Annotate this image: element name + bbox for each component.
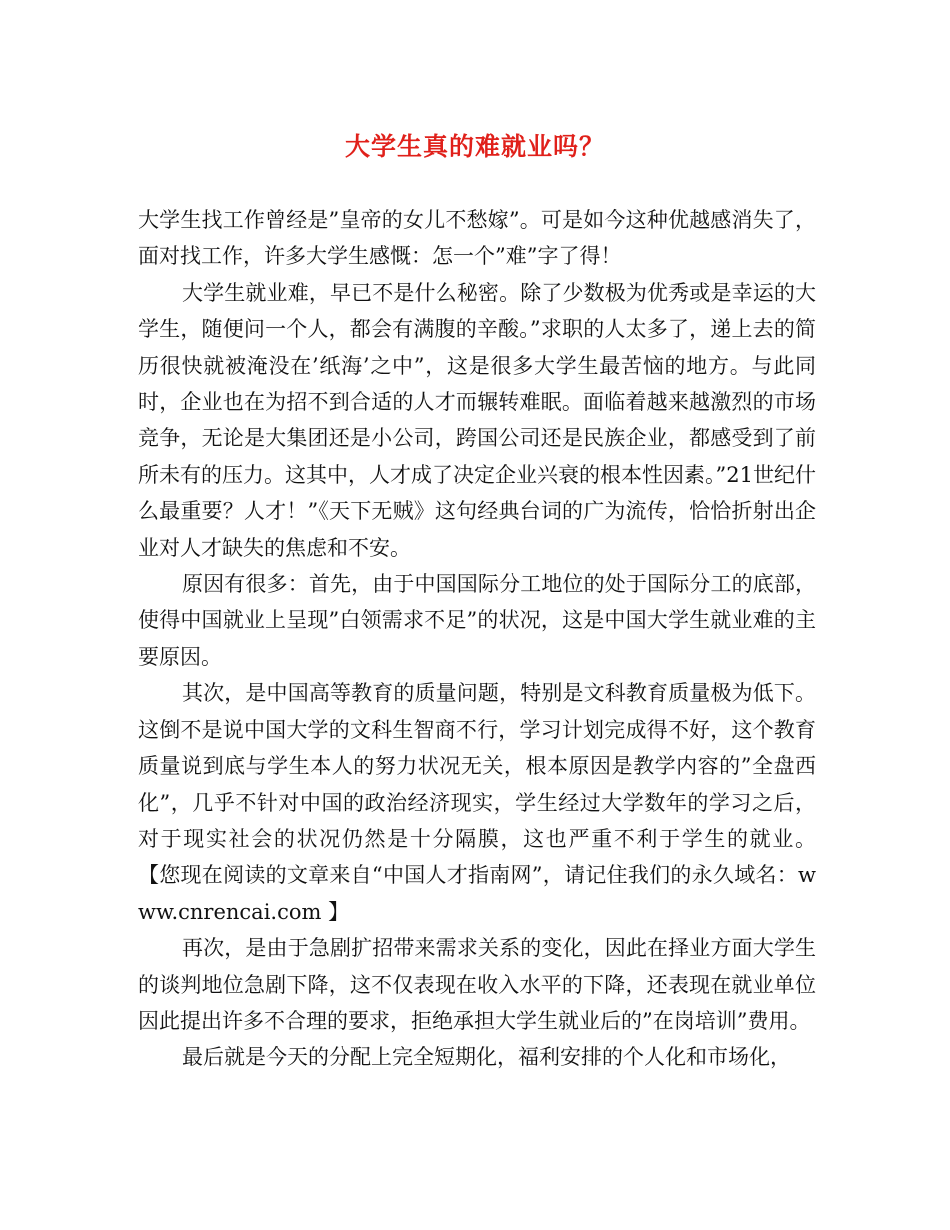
paragraph-reason-third: 再次，是由于急剧扩招带来需求关系的变化，因此在择业方面大学生的谈判地位急剧下降，这不仅表现在收入水平的下降，还表现在就业单位因此提出许多不合理的要求，拒绝承担大学生就业后的”在岗培训”费用。 <box>138 936 816 1033</box>
paragraph-intro: 大学生找工作曾经是”皇帝的女儿不愁嫁”。可是如今这种优越感消失了，面对找工作，许多大学生感慨：怎一个”难”字了得！ <box>138 208 816 269</box>
paragraph-reason-first: 原因有很多：首先，由于中国国际分工地位的处于国际分工的底部，使得中国就业上呈现”白领需求不足”的状况，这是中国大学生就业难的主要原因。 <box>138 572 816 669</box>
paragraph-background: 大学生就业难，早已不是什么秘密。除了少数极为优秀或是幸运的大学生，随便问一个人，都会有满腹的辛酸。”求职的人太多了，递上去的简历很快就被淹没在’纸海’之中”，这是很多大学生最苦恼的地方。与此同时，企业也在为招不到合适的人才而辗转难眠。面临着越来越激烈的市场竞争，无论是大集团还是小公司，跨国公司还是民族企业，都感受到了前所未有的压力。这其中，人才成了决定企业兴衰的根本性因素。”21世纪什么最重要？人才！”《天下无贼》这句经典台词的广为流传，恰恰折射出企业对人才缺失的焦虑和不安。 <box>138 280 816 560</box>
paragraph-reason-second: 其次，是中国高等教育的质量问题，特别是文科教育质量极为低下。这倒不是说中国大学的文科生智商不行，学习计划完成得不好，这个教育质量说到底与学生本人的努力状况无关，根本原因是教学内容的”全盘西化”，几乎不针对中国的政治经济现实，学生经过大学数年的学习之后，对于现实社会的状况仍然是十分隔膜，这也严重不利于学生的就业。 【您现在阅读的文章来自“中国人才指南网”，请记住我们的永久域名：www.cnrencai.com 】 <box>138 681 816 924</box>
paragraph-reason-last: 最后就是今天的分配上完全短期化，福利安排的个人化和市场化， <box>182 1045 791 1070</box>
page-title: 大学生真的难就业吗？ <box>344 132 605 161</box>
article-body <box>138 202 816 1076</box>
